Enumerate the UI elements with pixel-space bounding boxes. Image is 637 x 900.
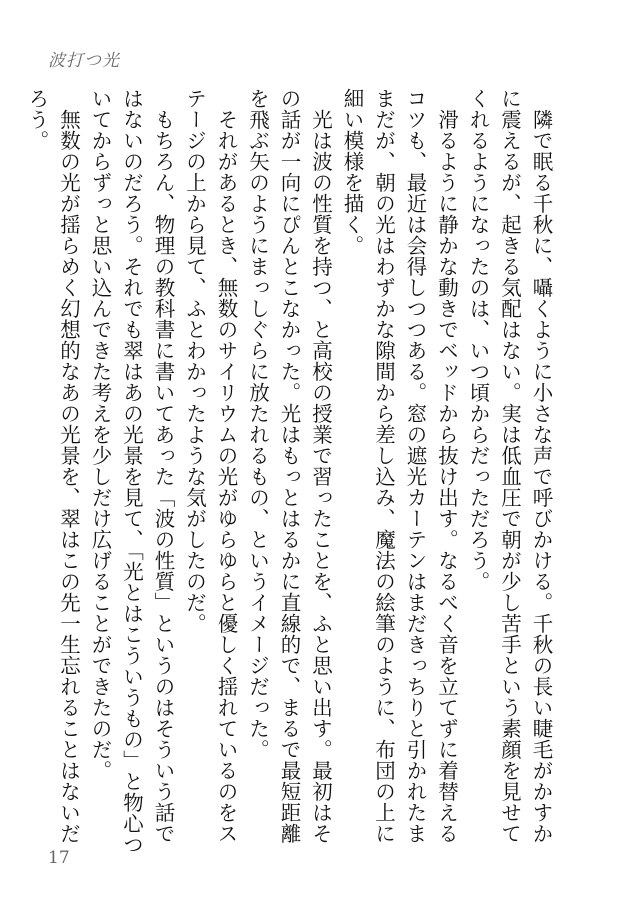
running-head: 波打つ光 <box>48 51 120 71</box>
paragraph: もちろん、物理の教科書に書いてあった「波の性質」というのはそういう話ではないのだろう。それでも翠はあの光景を見て、「光とはこういうもの」と物心ついてからずっと思い込んできた考えを少しだけ広げることができたのだ。 <box>88 88 175 855</box>
page-number: 17 <box>48 848 70 868</box>
paragraph: それがあるとき、無数のサイリウムの光がゆらゆらと優しく揺れているのをステージの上から見て、ふとわかったような気がしたのだ。 <box>182 88 238 844</box>
paragraph: 滑るように静かな動きでベッドから抜け出す。なるべく音を立てずに着替えるコツも、最近は会得しつつある。窓の遮光カーテンはまだきっちりと引かれたままだが、朝の光はわずかな隙間から差し込み、魔法の絵筆のように、布団の上に細い模様を描く。 <box>340 88 459 844</box>
paragraph: 光は波の性質を持つ、と高校の授業で習ったことを、ふと思い出す。最初はその話が一向にぴんとこなかった。光はもっとはるかに直線的で、まるで最短距離を飛ぶ矢のようにまっしぐらに放たれるもの、というイメージだった。 <box>245 88 333 844</box>
paragraph: 無数の光が揺らめく幻想的なあの光景を、翠はこの先一生忘れることはないだろう。 <box>25 88 81 844</box>
paragraph: 隣で眠る千秋に、囁くように小さな声で呼びかける。千秋の長い睫毛がかすかに震えるが、起きる気配はない。実は低血圧で朝が少し苦手という素顔を見せてくれるようになったのは、いつ頃からだっただろう。 <box>466 88 553 844</box>
